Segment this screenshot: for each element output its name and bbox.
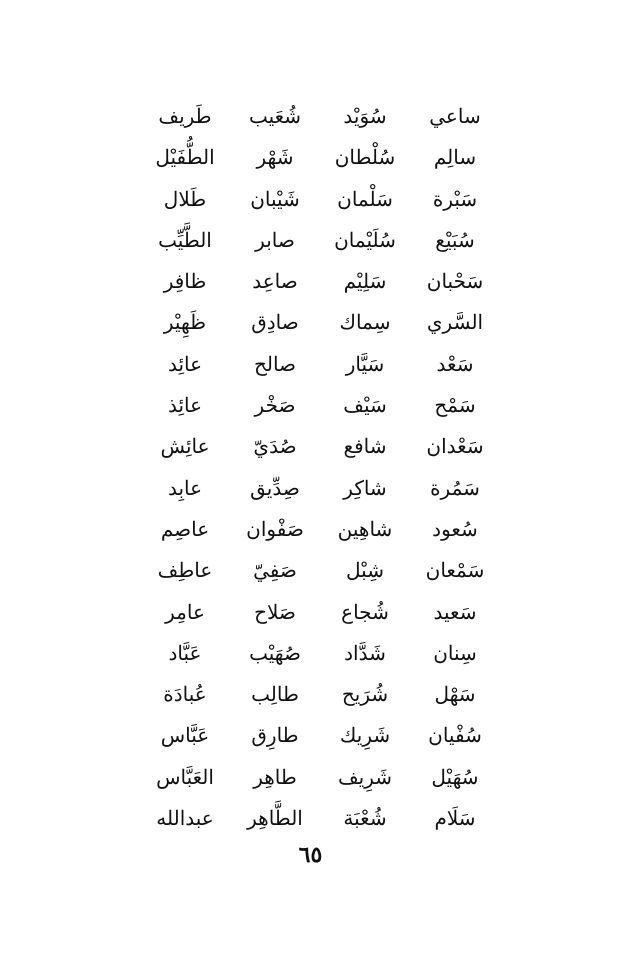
- name-entry: طَلال: [163, 186, 207, 211]
- name-entry: الطَّيِّب: [158, 227, 212, 252]
- name-entry: سَعْدان: [426, 434, 484, 459]
- name-entry: سُبَيْع: [435, 227, 475, 252]
- name-entry: صِدِّيق: [250, 475, 300, 500]
- name-entry: سالِم: [433, 145, 477, 170]
- name-entry: سُلْطان: [334, 145, 396, 170]
- name-entry: سَلِيْم: [343, 269, 387, 294]
- name-entry: طاهِر: [253, 764, 297, 789]
- name-entry: سَهْل: [434, 682, 476, 707]
- name-entry: عَبَّاد: [168, 640, 202, 665]
- name-entry: سَبْرة: [432, 186, 478, 211]
- name-entry: شِبْل: [346, 558, 384, 583]
- name-entry: شافع: [343, 434, 387, 459]
- name-entry: صَخْر: [254, 393, 296, 418]
- name-entry: شَرِيك: [339, 723, 391, 748]
- name-entry: شَهْر: [256, 145, 294, 170]
- name-entry: العَبَّاس: [156, 764, 214, 789]
- name-entry: الطُّفَيْل: [155, 145, 215, 170]
- name-entry: سِماك: [339, 310, 391, 335]
- name-entry: الطَّاهِر: [247, 806, 303, 831]
- name-entry: طارِق: [251, 723, 299, 748]
- name-entry: صالح: [253, 351, 297, 376]
- name-entry: عَبَّاس: [160, 723, 210, 748]
- name-entry: صُدَيّ: [253, 434, 297, 459]
- name-entry: عاطِف: [157, 558, 213, 583]
- name-entry: صُهَيْب: [249, 640, 301, 665]
- name-entry: سَيْف: [343, 393, 387, 418]
- name-entry: سَمْعان: [425, 558, 485, 583]
- name-entry: سُوَيْد: [343, 104, 387, 128]
- names-grid: [140, 96, 500, 839]
- name-entry: شاهِين: [337, 516, 393, 541]
- name-entry: صادِق: [251, 310, 299, 335]
- name-entry: سَلَام: [434, 806, 476, 831]
- name-entry: عائِذ: [167, 393, 203, 418]
- name-entry: سَيَّار: [345, 351, 385, 376]
- name-entry: سَلْمان: [337, 186, 393, 211]
- name-entry: سُفْيان: [428, 723, 482, 748]
- name-entry: سَعْد: [436, 351, 474, 376]
- name-entry: طالِب: [251, 682, 299, 707]
- page-number: ٦٥: [298, 842, 323, 868]
- name-entry: طَريف: [158, 104, 212, 128]
- name-entry: سُهَيْل: [431, 764, 479, 789]
- name-entry: شُعْبَة: [343, 806, 387, 831]
- name-entry: سُعود: [432, 516, 478, 541]
- name-entry: ساعي: [429, 104, 481, 128]
- name-entry: صَفِيّ: [253, 558, 297, 583]
- name-entry: شاكِر: [343, 475, 387, 500]
- name-entry: صابر: [255, 227, 295, 252]
- name-entry: عُبادَة: [163, 682, 207, 707]
- name-entry: شَرِيف: [337, 764, 393, 789]
- name-entry: شُجاع: [341, 599, 389, 624]
- name-entry: عائِد: [167, 351, 203, 376]
- name-entry: شُعَيب: [248, 104, 302, 128]
- name-entry: سَمْح: [434, 393, 476, 418]
- name-entry: صَفْوان: [246, 516, 304, 541]
- name-entry: ظَهِيْر: [163, 310, 207, 335]
- name-entry: شُرَيح: [341, 682, 389, 707]
- name-entry: سُلَيْمان: [334, 227, 396, 252]
- name-entry: سَعيد: [433, 599, 477, 624]
- name-entry: سِنان: [433, 640, 477, 665]
- name-entry: عابِد: [167, 475, 203, 500]
- name-entry: صَلاح: [254, 599, 296, 624]
- name-entry: سَمُرة: [430, 475, 480, 500]
- name-entry: سَحْبان: [426, 269, 484, 294]
- name-entry: عبدالله: [156, 806, 214, 831]
- name-entry: عامِر: [165, 599, 205, 624]
- name-entry: ظافِر: [163, 269, 207, 294]
- name-entry: السَّري: [426, 310, 484, 335]
- name-entry: شَدَّاد: [344, 640, 386, 665]
- name-entry: شَيْبان: [250, 186, 300, 211]
- name-entry: صاعِد: [252, 269, 298, 294]
- name-entry: عاصِم: [160, 516, 210, 541]
- name-entry: عائِش: [160, 434, 210, 459]
